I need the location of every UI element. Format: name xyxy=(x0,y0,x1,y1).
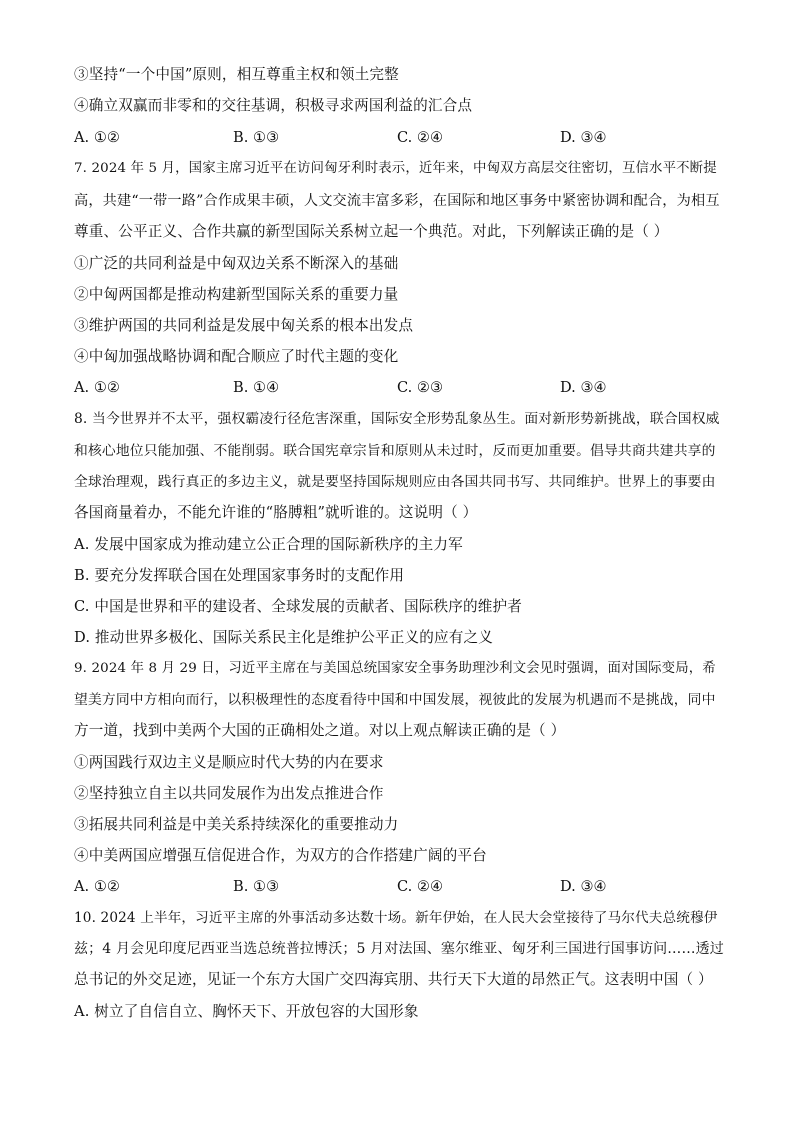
statement-3: ③坚持“一个中国”原则，相互尊重主权和领土完整 xyxy=(74,66,399,83)
q9-statement-3: ③拓展共同利益是中美关系持续深化的重要推动力 xyxy=(74,816,399,833)
q7-stem-line: 7. 2024 年 5 月，国家主席习近平在访问匈牙利时表示，近年来，中匈双方高层交往密切，互信水平不断提 xyxy=(74,161,717,176)
q7-statement-2: ②中匈两国都是推动构建新型国际关系的重要力量 xyxy=(74,286,399,303)
q7-stem-line: 高，共建“一带一路”合作成果丰硕，人文交流丰富多彩，在国际和地区事务中紧密协调和配合，为相互 xyxy=(74,193,720,209)
q9-statement-2: ②坚持独立自主以共同发展作为出发点推进合作 xyxy=(74,785,384,802)
q8-stem-line: 全球治理观，践行真正的多边主义，就是要坚持国际规则应由各国共同书写、共同维护。世界上的事要由 xyxy=(74,474,716,490)
q8-stem-line: 各国商量着办，不能允许谁的“胳膊粗”就听谁的。这说明（ ） xyxy=(74,504,478,521)
options-row-q9 xyxy=(74,877,724,897)
q10-stem-line: 10. 2024 上半年，习近平主席的外事活动多达数十场。新年伊始，在人民大会堂接待了马尔代夫总统穆伊 xyxy=(74,910,718,926)
option-b[interactable]: B. ①④ xyxy=(233,379,280,396)
q7-stem-line: 尊重、公平正义、合作共赢的新型国际关系树立起一个典范。对此，下列解读正确的是（ ） xyxy=(74,223,669,240)
q8-choice-b[interactable]: B. 要充分发挥联合国在处理国家事务时的支配作用 xyxy=(74,567,405,584)
statement-4: ④确立双赢而非零和的交往基调，积极寻求两国利益的汇合点 xyxy=(74,97,473,114)
q8-stem-line: 8. 当今世界并不太平，强权霸凌行径危害深重，国际安全形势乱象丛生。面对新形势新挑战，联合国权威 xyxy=(74,411,720,427)
q9-statement-4: ④中美两国应增强互信促进合作，为双方的合作搭建广阔的平台 xyxy=(74,847,487,864)
q7-statement-1: ①广泛的共同利益是中匈双边关系不断深入的基础 xyxy=(74,255,399,272)
q9-statement-1: ①两国践行双边主义是顺应时代大势的内在要求 xyxy=(74,754,384,771)
options-row-q6 xyxy=(74,128,724,148)
options-row-q7 xyxy=(74,378,724,398)
q8-stem-line: 和核心地位只能加强、不能削弱。联合国宪章宗旨和原则从未过时，反而更加重要。倡导共商共建共享的 xyxy=(74,443,716,459)
option-d[interactable]: D. ③④ xyxy=(560,129,607,146)
q10-stem-line: 兹；4 月会见印度尼西亚当选总统普拉博沃；5 月对法国、塞尔维亚、匈牙利三国进行国事访问……透过 xyxy=(74,941,724,957)
q9-stem-line: 方一道，找到中美两个大国的正确相处之道。对以上观点解读正确的是（ ） xyxy=(74,722,566,739)
q10-choice-a[interactable]: A. 树立了自信自立、胸怀天下、开放包容的大国形象 xyxy=(74,1003,419,1020)
option-a[interactable]: A. ①② xyxy=(74,379,120,396)
option-c[interactable]: C. ②④ xyxy=(397,129,444,146)
option-b[interactable]: B. ①③ xyxy=(233,878,280,895)
option-a[interactable]: A. ①② xyxy=(74,878,120,895)
option-d[interactable]: D. ③④ xyxy=(560,878,607,895)
option-d[interactable]: D. ③④ xyxy=(560,379,607,396)
option-c[interactable]: C. ②③ xyxy=(397,379,444,396)
q10-stem-line: 总书记的外交足迹，见证一个东方大国广交四海宾朋、共行天下大道的昂然正气。这表明中国（ ） xyxy=(74,971,713,988)
q7-statement-3: ③维护两国的共同利益是发展中匈关系的根本出发点 xyxy=(74,317,414,334)
q9-stem-line: 9. 2024 年 8 月 29 日，习近平主席在与美国总统国家安全事务助理沙利文会见时强调，面对国际变局，希 xyxy=(74,661,716,676)
q8-choice-a[interactable]: A. 发展中国家成为推动建立公正合理的国际新秩序的主力军 xyxy=(74,536,463,553)
option-b[interactable]: B. ①③ xyxy=(233,129,280,146)
option-a[interactable]: A. ①② xyxy=(74,129,120,146)
q8-choice-c[interactable]: C. 中国是世界和平的建设者、全球发展的贡献者、国际秩序的维护者 xyxy=(74,598,522,615)
q9-stem-line: 望美方同中方相向而行，以积极理性的态度看待中国和中国发展，视彼此的发展为机遇而不是挑战，同中 xyxy=(74,692,716,708)
q7-statement-4: ④中匈加强战略协调和配合顺应了时代主题的变化 xyxy=(74,348,399,365)
option-c[interactable]: C. ②④ xyxy=(397,878,444,895)
q8-choice-d[interactable]: D. 推动世界多极化、国际关系民主化是维护公平正义的应有之义 xyxy=(74,629,493,646)
